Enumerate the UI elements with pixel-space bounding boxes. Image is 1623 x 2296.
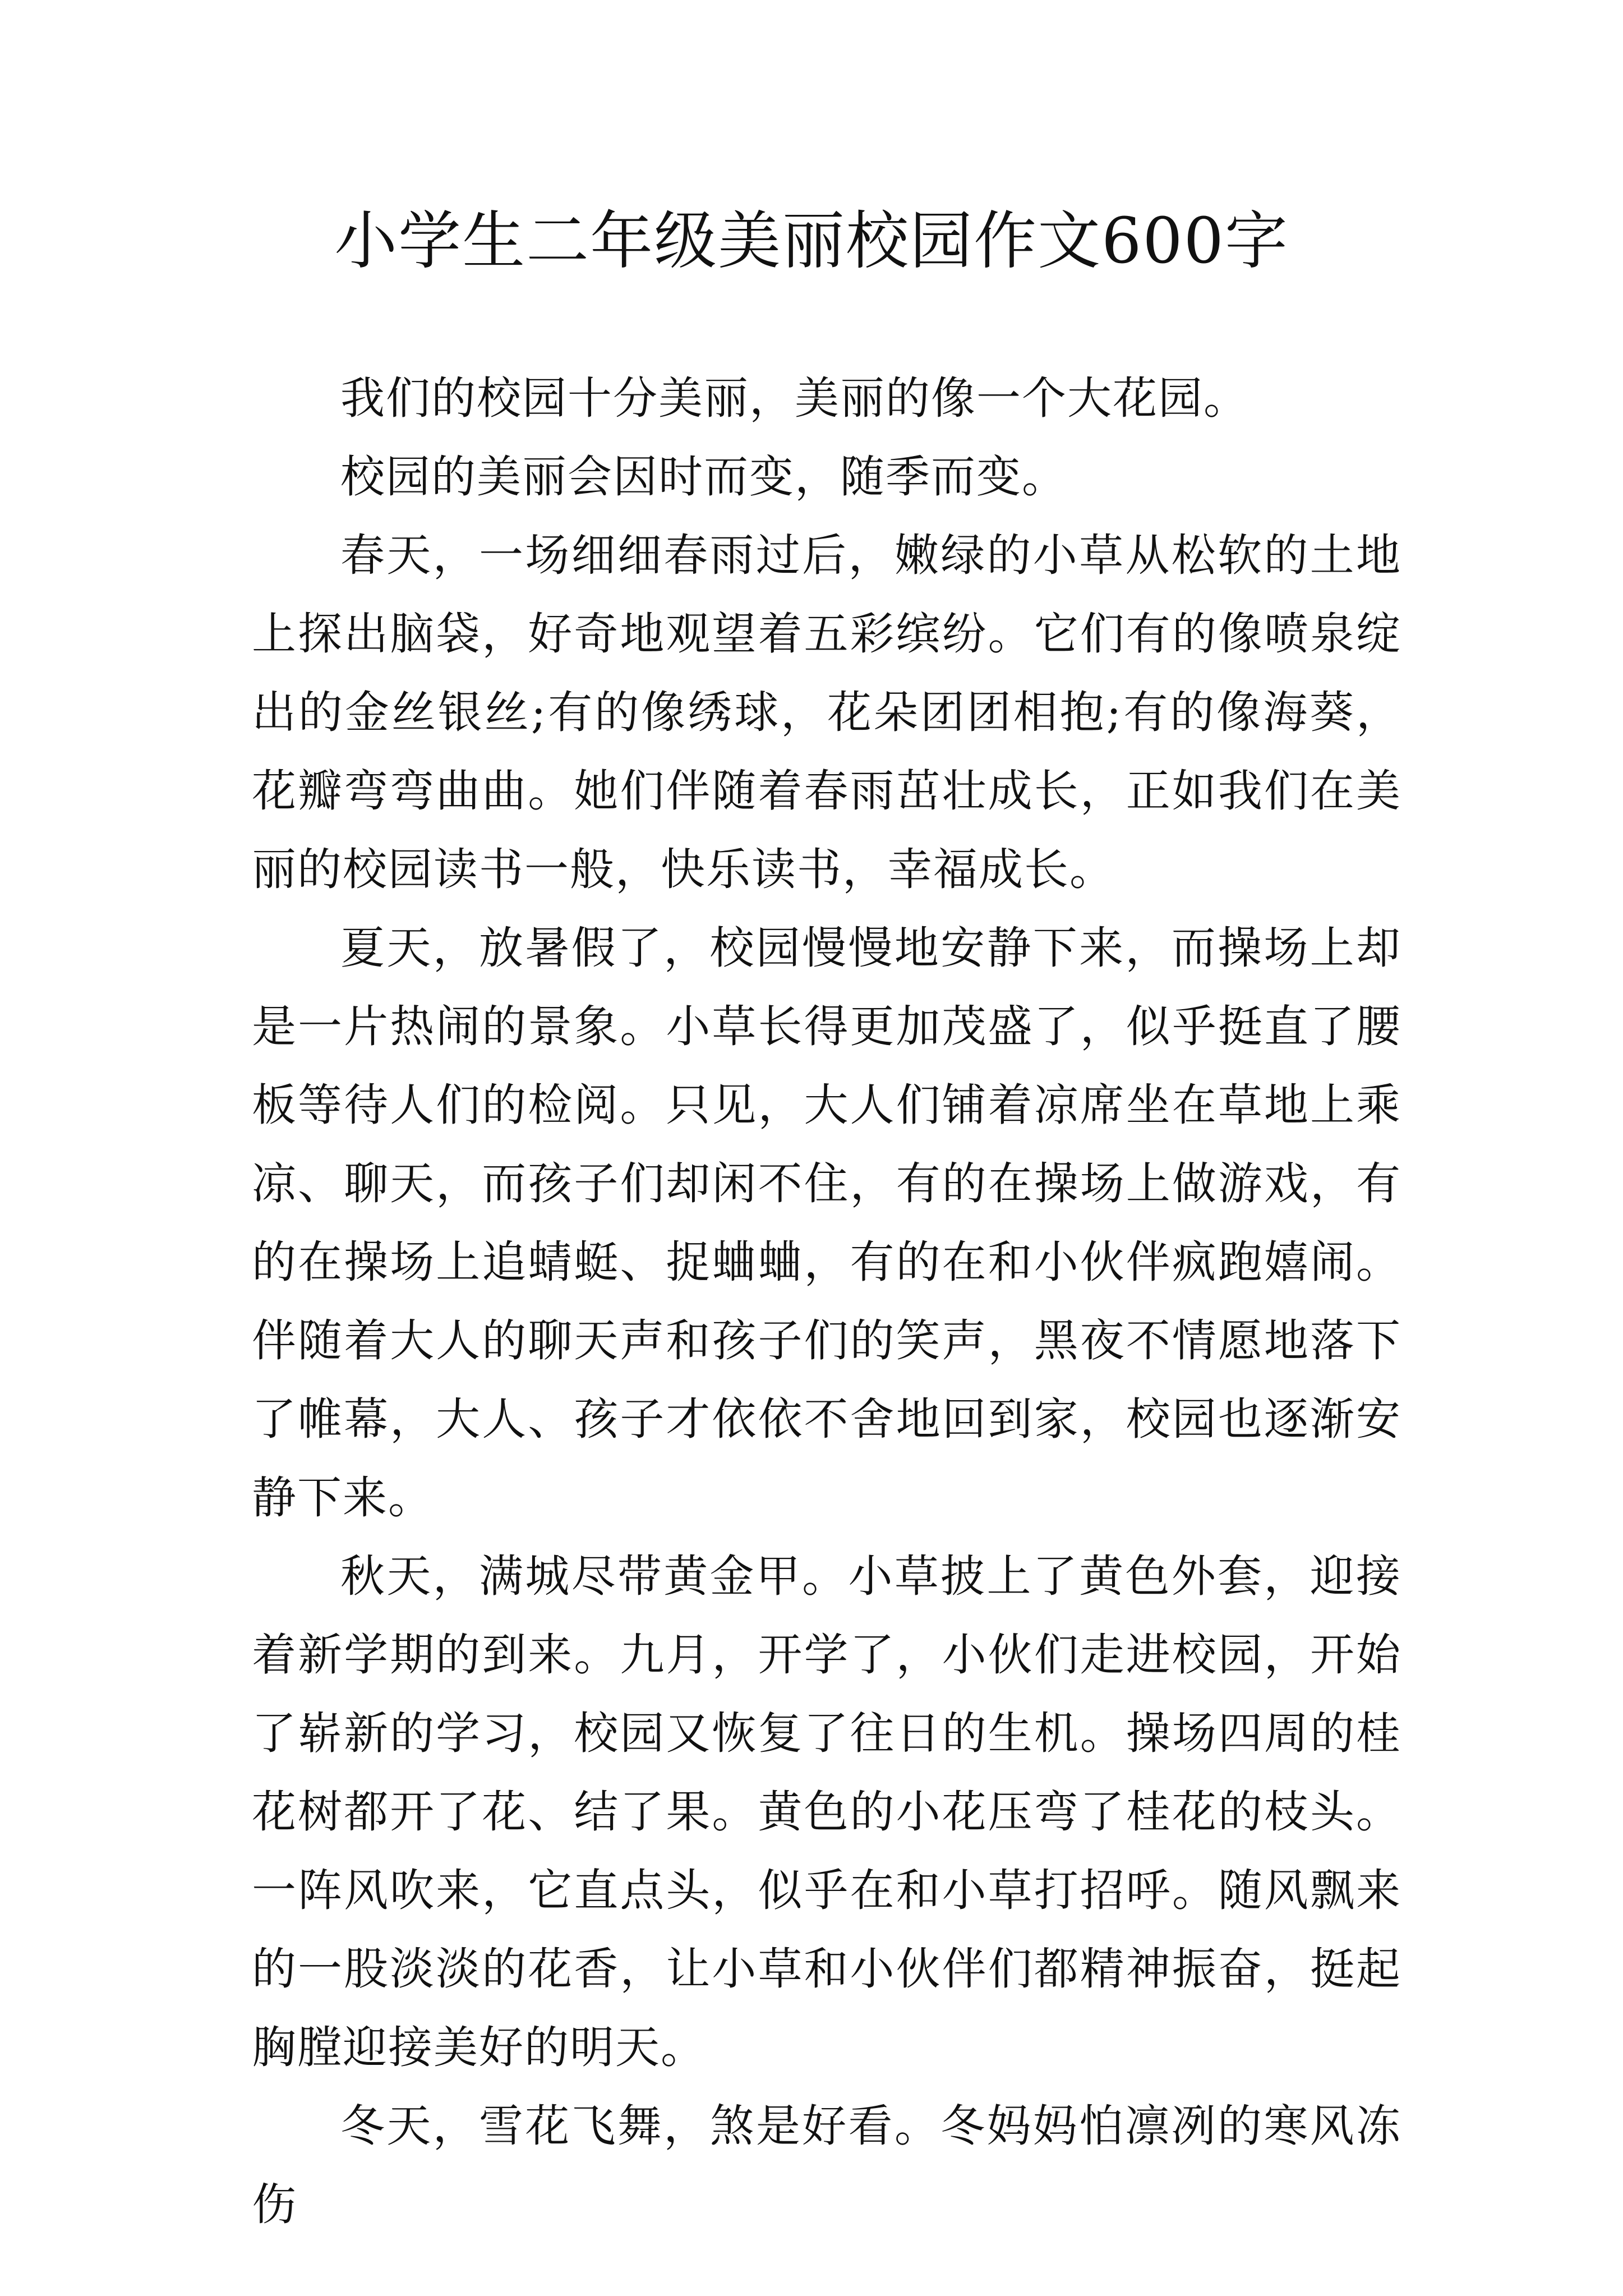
document-title: 小学生二年级美丽校园作文600字	[334, 205, 1289, 278]
paragraph-winter: 冬天，雪花飞舞，煞是好看。冬妈妈怕凛冽的寒风冻伤	[252, 2100, 1401, 2230]
paragraph-intro: 我们的校园十分美丽，美丽的像一个大花园。	[340, 372, 1249, 424]
document-body	[252, 359, 1401, 2244]
paragraph-seasons: 校园的美丽会因时而变，随季而变。	[340, 451, 1067, 503]
paragraph-summer: 夏天，放暑假了，校园慢慢地安静下来，而操场上却是一片热闹的景象。小草长得更加茂盛了，似乎挺直了腰板等待人们的检阅。只见，大人们铺着凉席坐在草地上乘凉、聊天，而孩子们却闲不住，有的在操场上做游戏，有的在操场上追蜻蜓、捉蛐蛐，有的在和小伙伴疯跑嬉闹。伴随着大人的聊天声和孩子们的笑声，黑夜不情愿地落下了帷幕，大人、孩子才依依不舍地回到家，校园也逐渐安静下来。	[252, 922, 1401, 1524]
paragraph-spring: 春天，一场细细春雨过后，嫩绿的小草从松软的土地上探出脑袋，好奇地观望着五彩缤纷。它们有的像喷泉绽出的金丝银丝;有的像绣球，花朵团团相抱;有的像海葵，花瓣弯弯曲曲。她们伴随着春雨茁壮成长，正如我们在美丽的校园读书一般，快乐读书，幸福成长。	[252, 530, 1401, 895]
paragraph-autumn: 秋天，满城尽带黄金甲。小草披上了黄色外套，迎接着新学期的到来。九月，开学了，小伙们走进校园，开始了崭新的学习，校园又恢复了往日的生机。操场四周的桂花树都开了花、结了果。黄色的小花压弯了桂花的枝头。一阵风吹来，它直点头，似乎在和小草打招呼。随风飘来的一股淡淡的花香，让小草和小伙伴们都精神振奋，挺起胸膛迎接美好的明天。	[252, 1550, 1401, 2073]
